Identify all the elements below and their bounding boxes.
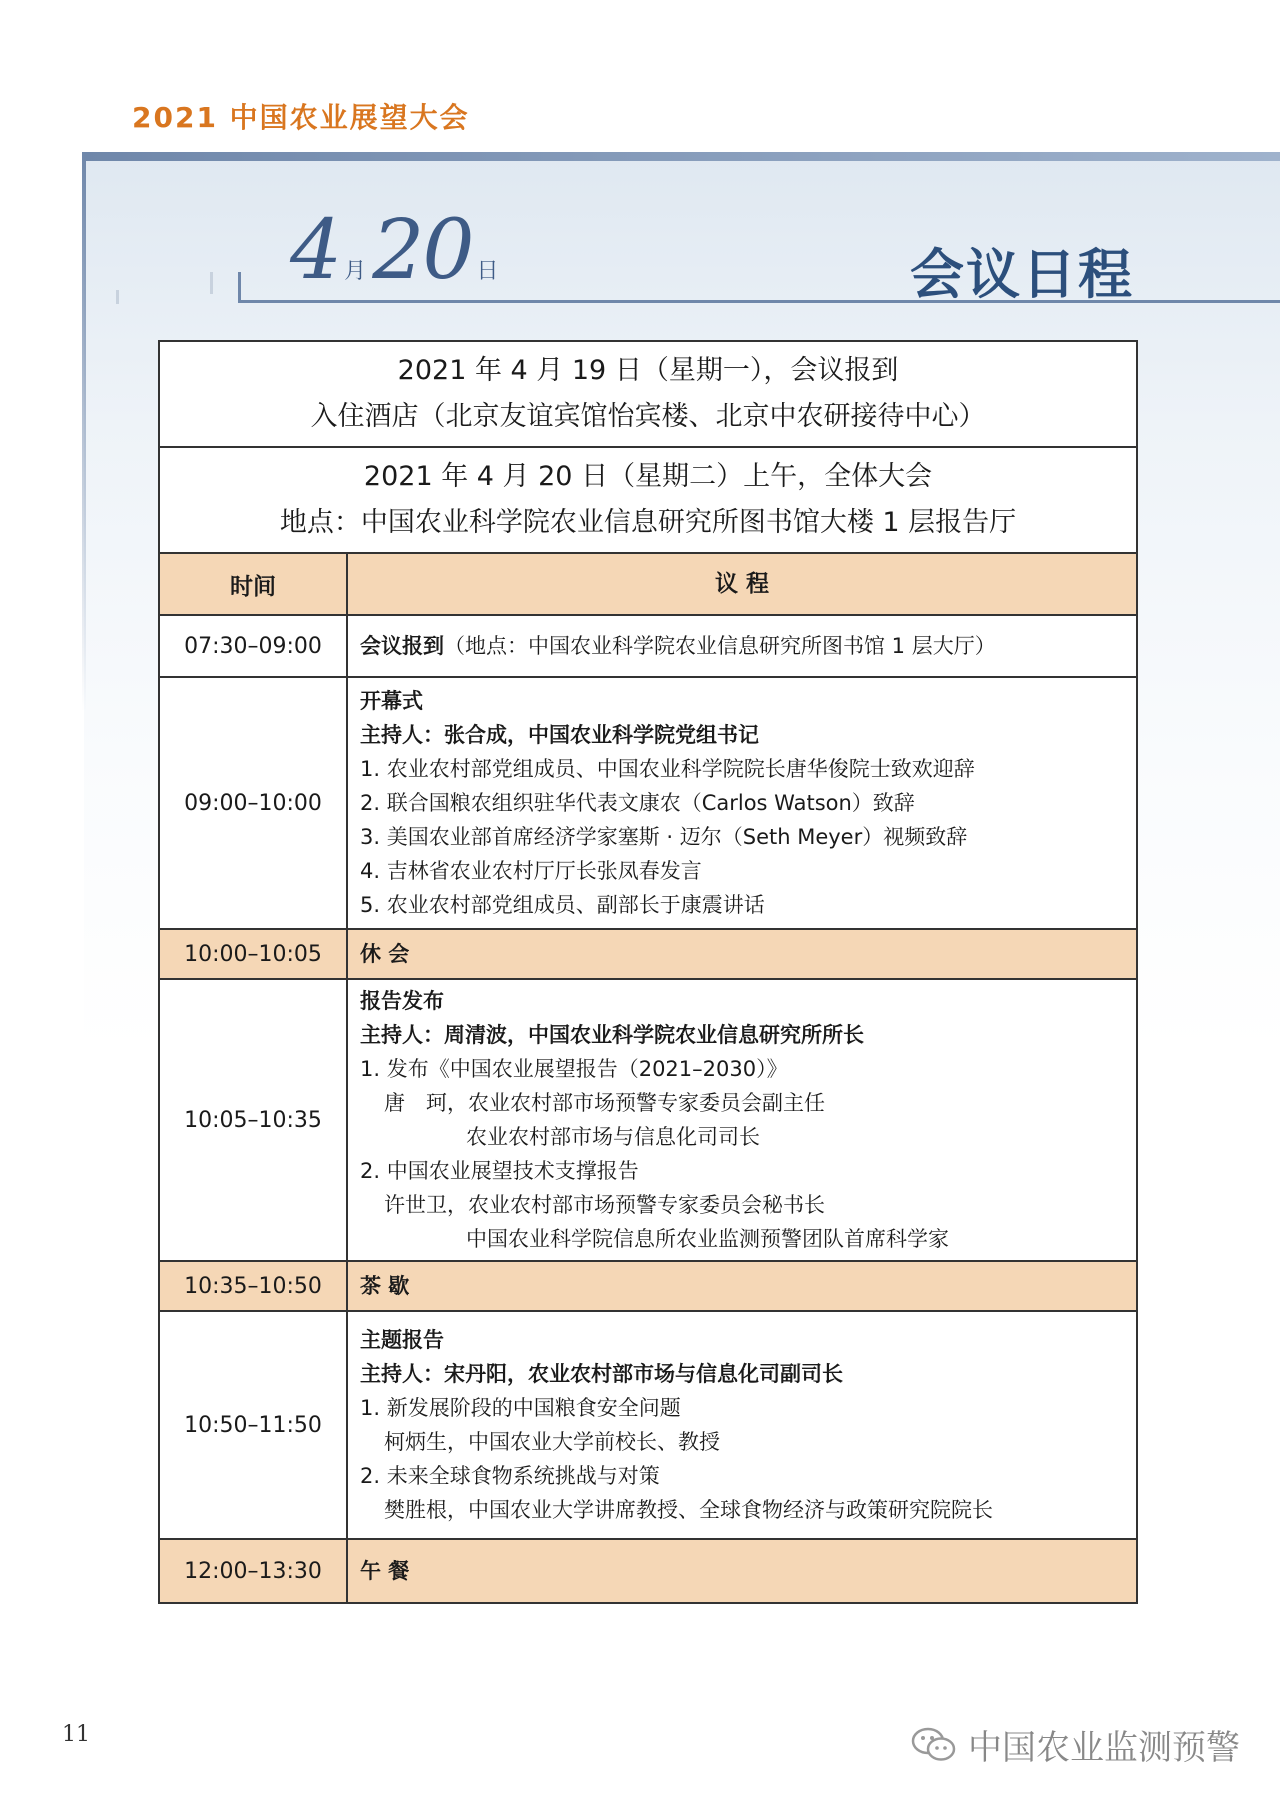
date-day-number: 20: [372, 203, 473, 298]
table-row: [160, 1540, 1136, 1602]
watermark: [910, 1720, 1240, 1769]
session-host: 主持人：周清波，中国农业科学院农业信息研究所所长: [360, 1023, 864, 1047]
speaker-line: 中国农业科学院信息所农业监测预警团队首席科学家: [466, 1227, 949, 1251]
list-item: 1. 发布《中国农业展望报告（2021–2030）》: [360, 1057, 788, 1081]
banner-left-rule: [82, 152, 86, 712]
list-item: 2. 中国农业展望技术支撑报告: [360, 1159, 639, 1183]
plenary-block: [160, 448, 1136, 554]
list-item: 5. 农业农村部党组成员、副部长于康震讲话: [360, 893, 765, 917]
watermark-text: 中国农业监测预警: [968, 1728, 1240, 1768]
wechat-icon: [910, 1725, 958, 1765]
row-time: 10:50–11:50: [160, 1312, 348, 1538]
speaker-line: 唐 珂，农业农村部市场预警专家委员会副主任: [384, 1091, 825, 1115]
row-program: [348, 1312, 1136, 1538]
speaker-line: 樊胜根，中国农业大学讲席教授、全球食物经济与政策研究院院长: [384, 1498, 993, 1522]
row-time: 10:05–10:35: [160, 980, 348, 1260]
row-program: 午 餐: [360, 1559, 410, 1583]
row-time: 10:35–10:50: [160, 1262, 348, 1310]
table-row: [160, 616, 1136, 678]
registration-hotel-line: 入住酒店（北京友谊宾馆怡宾楼、北京中农研接待中心）: [310, 401, 986, 432]
session-title: 开幕式: [360, 689, 423, 713]
row-time: 07:30–09:00: [160, 616, 348, 676]
agenda-table: [158, 340, 1138, 1604]
table-row: [160, 1312, 1136, 1540]
registration-date-line: 2021 年 4 月 19 日（星期一），会议报到: [397, 355, 899, 386]
table-row: [160, 930, 1136, 980]
row-program: 休 会: [360, 942, 410, 966]
decorative-tick: [116, 290, 119, 304]
speaker-line: 柯炳生，中国农业大学前校长、教授: [384, 1430, 720, 1454]
table-row: [160, 980, 1136, 1262]
row-program-bold: 会议报到: [360, 634, 444, 658]
date-display: [290, 203, 505, 300]
table-row: [160, 678, 1136, 930]
row-program-rest: （地点：中国农业科学院农业信息研究所图书馆 1 层大厅）: [444, 634, 996, 658]
date-day-label: 日: [476, 259, 499, 284]
plenary-venue-line: 地点：中国农业科学院农业信息研究所图书馆大楼 1 层报告厅: [279, 507, 1017, 538]
page-number: 11: [62, 1722, 90, 1747]
table-header-row: [160, 554, 1136, 616]
conference-title: 2021 中国农业展望大会: [132, 101, 470, 134]
row-program: [348, 616, 1136, 676]
registration-block: [160, 342, 1136, 448]
list-item: 1. 农业农村部党组成员、中国农业科学院院长唐华俊院士致欢迎辞: [360, 757, 975, 781]
row-program: [348, 678, 1136, 928]
plenary-date-line: 2021 年 4 月 20 日（星期二）上午，全体大会: [363, 461, 933, 492]
speaker-line: 农业农村部市场与信息化司司长: [466, 1125, 760, 1149]
list-item: 2. 未来全球食物系统挑战与对策: [360, 1464, 660, 1488]
row-program: [348, 980, 1136, 1260]
banner-top-rule: [84, 152, 1280, 161]
section-title: 会议日程: [910, 243, 1134, 306]
session-title: 主题报告: [360, 1328, 444, 1352]
date-month-label: 月: [344, 259, 367, 284]
session-host: 主持人：宋丹阳，农业农村部市场与信息化司副司长: [360, 1362, 843, 1386]
session-host: 主持人：张合成，中国农业科学院党组书记: [360, 723, 759, 747]
decorative-tick: [210, 272, 213, 294]
speaker-line: 许世卫，农业农村部市场预警专家委员会秘书长: [384, 1193, 825, 1217]
table-row: [160, 1262, 1136, 1312]
column-header-time: 时间: [160, 554, 348, 614]
date-month-number: 4: [290, 203, 341, 298]
session-title: 报告发布: [360, 989, 444, 1013]
list-item: 2. 联合国粮农组织驻华代表文康农（Carlos Watson）致辞: [360, 791, 915, 815]
list-item: 3. 美国农业部首席经济学家塞斯 · 迈尔（Seth Meyer）视频致辞: [360, 825, 968, 849]
row-time: 12:00–13:30: [160, 1540, 348, 1602]
column-header-program: 议 程: [714, 571, 769, 597]
list-item: 1. 新发展阶段的中国粮食安全问题: [360, 1396, 681, 1420]
decorative-tick: [238, 272, 241, 302]
row-time: 10:00–10:05: [160, 930, 348, 978]
row-time: 09:00–10:00: [160, 678, 348, 928]
row-program: 茶 歇: [360, 1274, 410, 1298]
list-item: 4. 吉林省农业农村厅厅长张凤春发言: [360, 859, 702, 883]
